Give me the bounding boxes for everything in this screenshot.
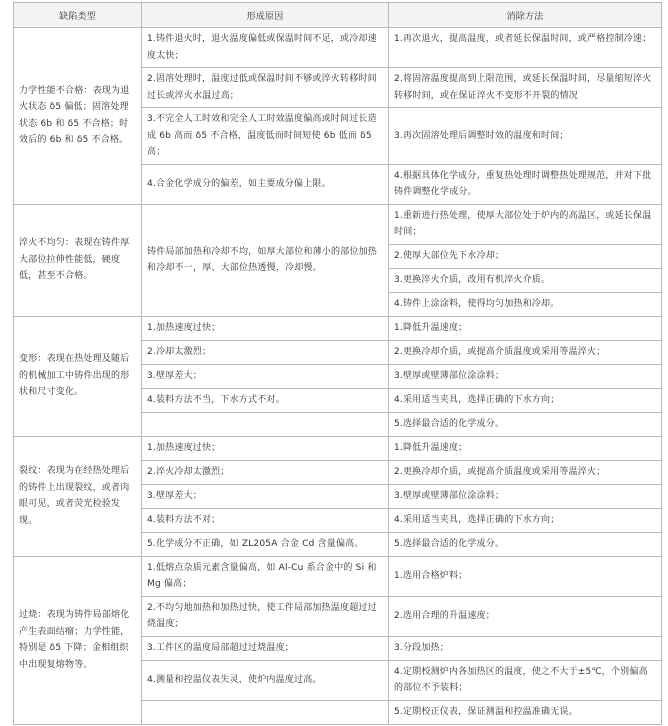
cause-cell: 4.装料方法不对； bbox=[142, 508, 389, 532]
fix-cell: 1.选用合格炉料； bbox=[389, 556, 662, 596]
fix-cell: 3.分段加热； bbox=[389, 636, 662, 660]
table-row bbox=[14, 28, 662, 68]
fix-cell: 2.选用合理的升温速度； bbox=[389, 596, 662, 636]
defect-table bbox=[13, 2, 662, 725]
fix-cell: 5.定期校正仪表，保证测温和控温准确无误。 bbox=[389, 700, 662, 724]
fix-cell: 1.重新进行热处理，使厚大部位处于炉内的高温区，或延长保温时间； bbox=[389, 204, 662, 244]
cause-cell: 2.冷却太激烈； bbox=[142, 340, 389, 364]
fix-cell: 4.定期校测炉内各加热区的温度，使之不大于±5℃，个别偏高的部位不予装料； bbox=[389, 660, 662, 700]
fix-cell: 2.更换冷却介质，或提高介质温度或采用等温淬火； bbox=[389, 340, 662, 364]
fix-cell: 3.更换淬火介质，改用有机淬火介质。 bbox=[389, 268, 662, 292]
defect-cell: 过烧：表现为铸件局部熔化产生表面结瘤；力学性能，特别是 δ5 下降；金相组织中出现复熔物等。 bbox=[14, 556, 142, 724]
fix-cell: 3.壁厚或壁薄部位涂涂料； bbox=[389, 364, 662, 388]
fix-cell: 1.降低升温速度； bbox=[389, 316, 662, 340]
fix-cell: 2.使厚大部位先下水冷却； bbox=[389, 244, 662, 268]
fix-cell: 5.选择最合适的化学成分。 bbox=[389, 532, 662, 556]
cause-cell: 2.不均匀地加热和加热过快，使工件局部加热温度超过过烧温度； bbox=[142, 596, 389, 636]
cause-cell bbox=[142, 700, 389, 724]
cause-cell: 4.装料方法不当，下水方式不对。 bbox=[142, 388, 389, 412]
cause-cell: 铸件局部加热和冷却不均，如厚大部位和薄小的部位加热和冷却不一，厚、大部位热透慢，冷却慢。 bbox=[142, 204, 389, 316]
fix-cell: 1.降低升温速度； bbox=[389, 436, 662, 460]
cause-cell: 3.壁厚差大； bbox=[142, 364, 389, 388]
table-row bbox=[14, 556, 662, 596]
fix-cell: 2.将固溶温度提高到上限范围，或延长保温时间，尽量缩短淬火转移时间，或在保证淬火不变形不开裂的情况 bbox=[389, 68, 662, 108]
header-cause: 形成原因 bbox=[142, 3, 389, 28]
fix-cell: 1.再次退火，提高温度，或者延长保温时间，或严格控制冷速； bbox=[389, 28, 662, 68]
table-row bbox=[14, 436, 662, 460]
cause-cell bbox=[142, 412, 389, 436]
cause-cell: 2.固溶处理时，温度过低或保温时间不够或淬火转移时间过长或淬火水温过高； bbox=[142, 68, 389, 108]
header-fix: 消除方法 bbox=[389, 3, 662, 28]
fix-cell: 4.采用适当夹具，选择正确的下水方向； bbox=[389, 388, 662, 412]
fix-cell: 4.铸件上涂涂料，使得均匀加热和冷却。 bbox=[389, 292, 662, 316]
cause-cell: 2.淬火冷却太激烈； bbox=[142, 460, 389, 484]
cause-cell: 1.低熔点杂质元素含量偏高，如 Al-Cu 系合金中的 Si 和 Mg 偏高； bbox=[142, 556, 389, 596]
cause-cell: 4.测量和控温仪表失灵，使炉内温度过高。 bbox=[142, 660, 389, 700]
fix-cell: 5.选择最合适的化学成分。 bbox=[389, 412, 662, 436]
cause-cell: 1.加热速度过快； bbox=[142, 436, 389, 460]
fix-cell: 3.再次固溶处理后调整时效的温度和时间； bbox=[389, 108, 662, 165]
header-defect-type: 缺陷类型 bbox=[14, 3, 142, 28]
defect-cell: 变形：表现在热处理及随后的机械加工中铸件出现的形状和尺寸变化。 bbox=[14, 316, 142, 436]
cause-cell: 3.工件区的温度局部超过过烧温度； bbox=[142, 636, 389, 660]
cause-cell: 3.不完全人工时效和完全人工时效温度偏高或时间过长造成 6b 高而 δ5 不合格，温度低而时间短使 6b 低而 δ5 高； bbox=[142, 108, 389, 165]
fix-cell: 3.壁厚或壁薄部位涂涂料； bbox=[389, 484, 662, 508]
cause-cell: 1.铸件退火时，退火温度偏低或保温时间不足，或冷却速度太快； bbox=[142, 28, 389, 68]
fix-cell: 4.根据具体化学成分，重复热处理时调整热处理规范，并对下批铸件调整化学成分。 bbox=[389, 164, 662, 204]
header-row bbox=[14, 3, 662, 28]
cause-cell: 3.壁厚差大； bbox=[142, 484, 389, 508]
defect-cell: 力学性能不合格：表现为退火状态 δ5 偏低；固溶处理状态 6b 和 δ5 不合格；时效后的 6b 和 δ5 不合格。 bbox=[14, 28, 142, 205]
defect-cell: 淬火不均匀：表现在铸件厚大部位拉伸性能低，硬度低，甚至不合格。 bbox=[14, 204, 142, 316]
cause-cell: 5.化学成分不正确，如 ZL205A 合金 Cd 含量偏高。 bbox=[142, 532, 389, 556]
cause-cell: 1.加热速度过快； bbox=[142, 316, 389, 340]
defect-cell: 裂纹：表现为在经热处理后的铸件上出现裂纹，或者肉眼可见，或者荧光检验发现。 bbox=[14, 436, 142, 556]
table-row bbox=[14, 204, 662, 244]
cause-cell: 4.合金化学成分的偏差，如主要成分偏上限。 bbox=[142, 164, 389, 204]
fix-cell: 4.采用适当夹具，选择正确的下水方向； bbox=[389, 508, 662, 532]
table-row bbox=[14, 316, 662, 340]
fix-cell: 2.更换冷却介质，或提高介质温度或采用等温淬火； bbox=[389, 460, 662, 484]
